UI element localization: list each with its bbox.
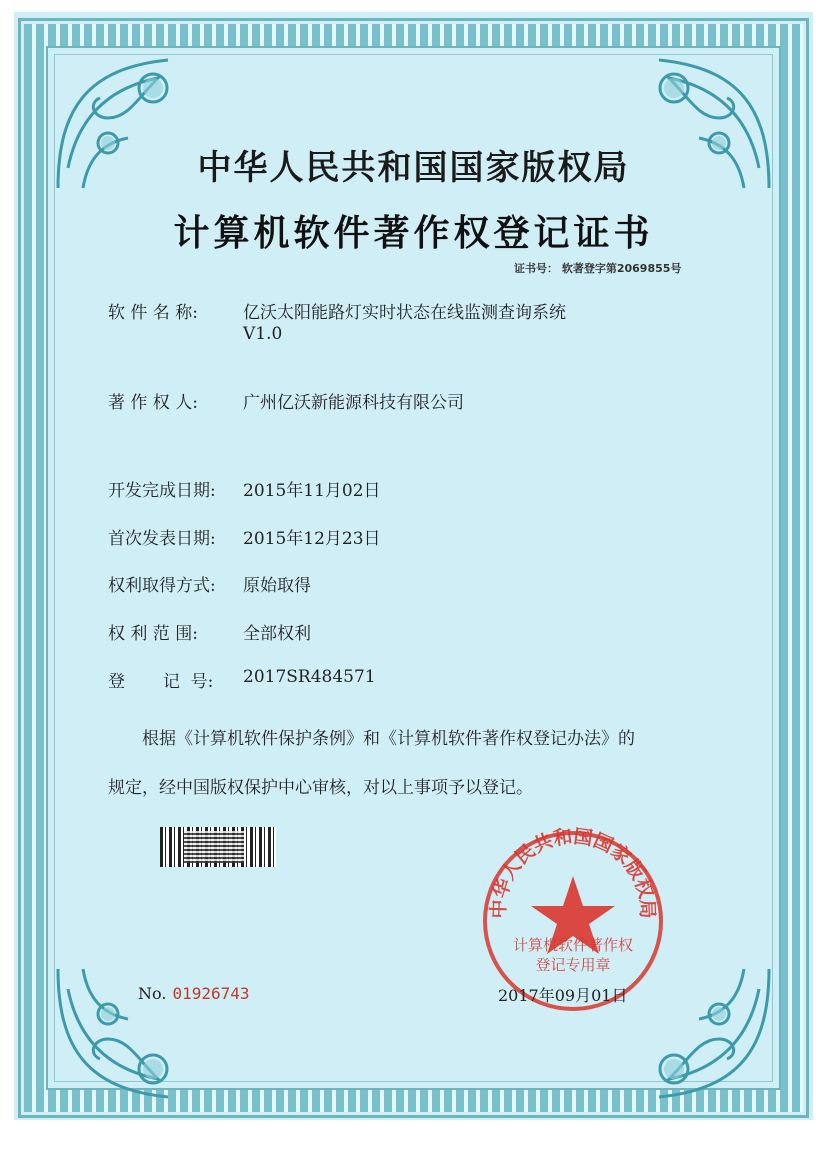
field-value: 广州亿沃新能源科技有限公司: [243, 393, 464, 413]
seal-ring-text: 中华人民共和国国家版权局: [487, 826, 659, 919]
field-software-name: [108, 298, 566, 323]
field-label: 权利取得方式:: [108, 576, 216, 596]
field-acquisition-method: [108, 571, 311, 596]
field-label: 软 件 名 称:: [108, 303, 198, 323]
qr-code: [184, 831, 244, 863]
field-value: 2015年12月23日: [243, 529, 381, 549]
statement-line-2: 规定，经中国版权保护中心审核，对以上事项予以登记。: [108, 778, 533, 798]
barcode: [160, 827, 276, 867]
issue-date: 2017年09月01日: [498, 986, 628, 1005]
serial-value: 01926743: [172, 984, 250, 1003]
field-label: 著 作 权 人:: [108, 393, 198, 413]
field-value: 2015年11月02日: [243, 481, 381, 501]
corner-scroll-ornament: [48, 959, 198, 1109]
field-development-date: [108, 476, 381, 501]
field-label: 登 记 号:: [108, 672, 214, 692]
field-rights-scope: [108, 619, 311, 644]
serial-label: No.: [138, 984, 167, 1003]
field-label: 首次发表日期:: [108, 529, 216, 549]
field-value: 2017SR484571: [243, 667, 376, 687]
field-value: 原始取得: [243, 576, 311, 596]
issuer-title: 中华人民共和国国家版权局: [197, 148, 630, 188]
seal-center-line-1: 计算机软件著作权: [512, 936, 634, 954]
field-value: 全部权利: [243, 624, 311, 644]
certificate-number: 证书号： 软著登字第2069855号: [514, 262, 682, 275]
field-label: 权 利 范 围:: [108, 624, 198, 644]
field-label: 开发完成日期:: [108, 481, 216, 501]
statement-line-1: 根据《计算机软件保护条例》和《计算机软件著作权登记办法》的: [142, 729, 635, 749]
field-value-version: V1.0: [243, 324, 283, 344]
serial-number: [138, 984, 250, 1003]
field-publication-date: [108, 524, 381, 549]
seal-center-line-2: 登记专用章: [535, 956, 611, 974]
field-registration-number: [108, 667, 376, 692]
field-value: 亿沃太阳能路灯实时状态在线监测查询系统: [243, 303, 566, 323]
field-copyright-owner: [108, 388, 464, 413]
certificate-title: 计算机软件著作权登记证书: [173, 212, 654, 254]
